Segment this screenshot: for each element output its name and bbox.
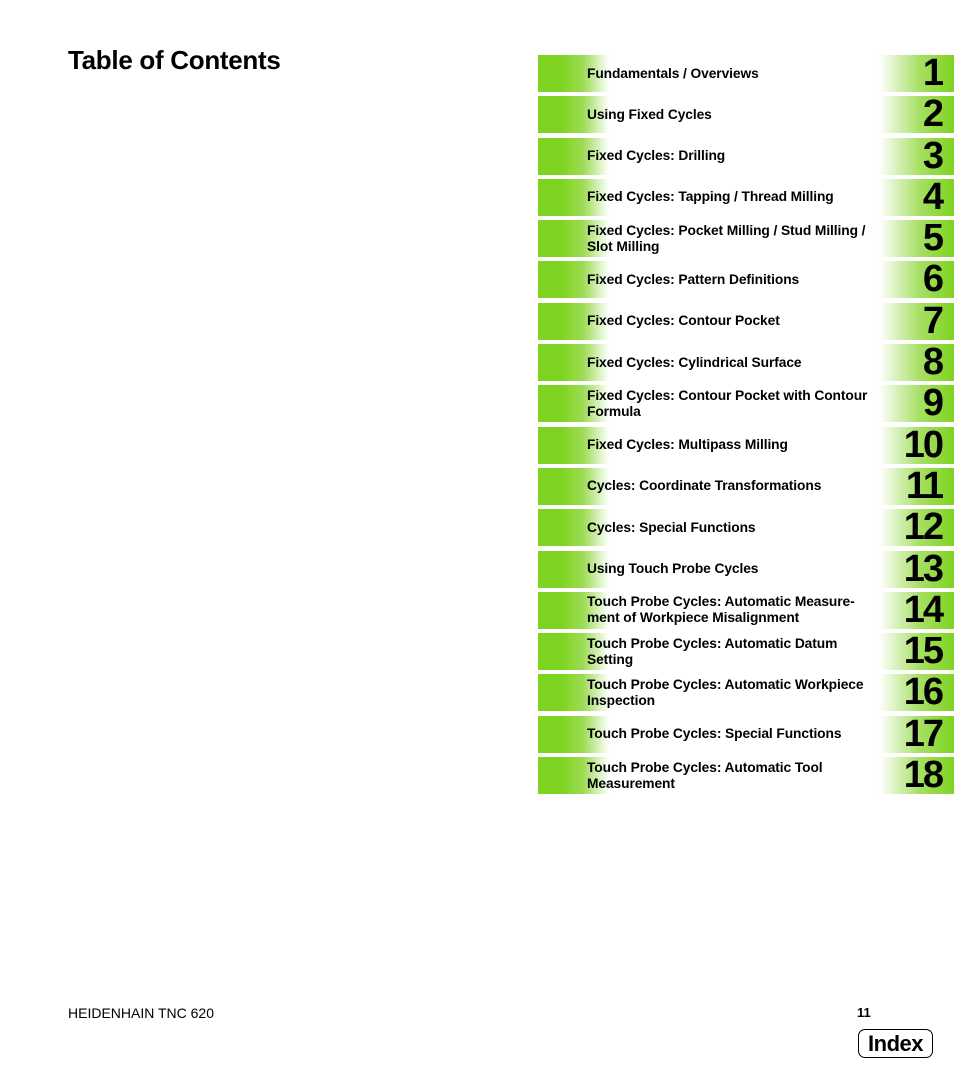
chapter-tab-marker [538,261,562,298]
chapter-title[interactable]: Using Fixed Cycles [587,106,712,122]
chapter-row[interactable] [538,175,954,218]
chapter-title[interactable]: Fixed Cycles: Cylindrical Surface [587,354,802,370]
chapter-number-box[interactable] [879,754,954,797]
chapter-title[interactable]: Fixed Cycles: Pocket Milling / Stud Milling / Slot Milling [587,222,866,254]
chapter-tab-marker [538,509,562,546]
chapter-number: 3 [922,134,942,177]
chapter-number: 15 [903,630,942,673]
chapter-row[interactable] [538,134,954,177]
chapter-number-box[interactable] [879,299,954,342]
chapter-title[interactable]: Using Touch Probe Cycles [587,561,759,577]
footer-product-name: HEIDENHAIN TNC 620 [68,1005,215,1021]
chapter-number: 18 [903,754,942,797]
chapter-row[interactable] [538,217,954,260]
chapter-title[interactable]: Touch Probe Cycles: Automatic Datum Setting [587,635,838,667]
chapter-number-box[interactable] [879,547,954,590]
chapter-tab-marker [538,592,562,629]
page-number: 11 [857,1005,871,1020]
chapter-number: 5 [922,217,942,260]
chapter-tab-marker [538,633,562,670]
chapter-title[interactable]: Fixed Cycles: Contour Pocket [587,313,780,329]
chapter-number-box[interactable] [879,630,954,673]
chapter-tab-marker [538,385,562,422]
chapter-row[interactable] [538,630,954,673]
chapter-title[interactable]: Fixed Cycles: Pattern Definitions [587,271,800,287]
chapter-title[interactable]: Fixed Cycles: Multipass Milling [587,437,788,453]
chapter-number: 2 [922,93,942,136]
chapter-row[interactable] [538,506,954,549]
chapter-row[interactable] [538,547,954,590]
chapter-number-box[interactable] [879,217,954,260]
chapter-number: 9 [922,382,942,425]
chapter-row[interactable] [538,754,954,797]
chapter-title[interactable]: Fixed Cycles: Drilling [587,148,726,164]
chapter-row[interactable] [538,588,954,631]
chapter-number: 1 [922,52,942,94]
chapter-row[interactable] [538,423,954,466]
chapter-title[interactable]: Touch Probe Cycles: Automatic Tool Measurement [587,759,823,791]
chapter-row[interactable] [538,382,954,425]
chapter-title[interactable]: Touch Probe Cycles: Automatic Workpiece Inspection [587,676,864,708]
chapter-tab-marker [538,220,562,257]
chapter-row[interactable] [538,712,954,755]
chapter-tab-marker [538,551,562,588]
chapter-number-box[interactable] [879,52,954,94]
chapter-row[interactable] [538,671,954,714]
chapter-title[interactable]: Cycles: Coordinate Transformations [587,478,822,494]
chapter-title[interactable]: Cycles: Special Functions [587,519,756,535]
chapter-number: 4 [922,175,942,218]
chapter-title[interactable]: Fixed Cycles: Tapping / Thread Milling [587,189,834,205]
chapter-number-box[interactable] [879,423,954,466]
chapter-row[interactable] [538,464,954,507]
chapter-row[interactable] [538,341,954,384]
chapter-number-box[interactable] [879,258,954,301]
chapter-number: 12 [903,506,942,549]
chapter-number: 10 [903,423,942,466]
chapter-number: 7 [922,299,942,342]
chapter-list [538,52,954,798]
index-button[interactable]: Index [858,1029,933,1058]
chapter-number-box[interactable] [879,341,954,384]
chapter-number: 13 [903,547,942,590]
chapter-tab-marker [538,716,562,753]
chapter-number-box[interactable] [879,93,954,136]
chapter-row[interactable] [538,299,954,342]
chapter-tab-marker [538,468,562,505]
chapter-number: 6 [922,258,942,301]
chapter-number-box[interactable] [879,712,954,755]
chapter-title[interactable]: Fixed Cycles: Contour Pocket with Contour Formula [587,387,868,419]
chapter-number: 16 [903,671,942,714]
chapter-tab-marker [538,757,562,794]
chapter-number: 17 [903,712,942,755]
chapter-number-box[interactable] [879,464,954,507]
chapter-tab-marker [538,427,562,464]
chapter-number-box[interactable] [879,671,954,714]
chapter-tab-marker [538,303,562,340]
chapter-tab-marker [538,138,562,175]
chapter-number: 14 [903,588,942,631]
chapter-tab-marker [538,344,562,381]
chapter-title[interactable]: Touch Probe Cycles: Automatic Measure-ment of Workpiece Misalignment [587,594,855,626]
chapter-number-box[interactable] [879,134,954,177]
chapter-title[interactable]: Touch Probe Cycles: Special Functions [587,726,842,742]
chapter-number: 11 [905,464,942,507]
chapter-number: 8 [922,341,942,384]
chapter-row[interactable] [538,52,954,94]
chapter-number-box[interactable] [879,506,954,549]
page-title: Table of Contents [68,45,281,75]
chapter-tab-marker [538,96,562,133]
chapter-row[interactable] [538,93,954,136]
chapter-title[interactable]: Fundamentals / Overviews [587,65,759,81]
chapter-number-box[interactable] [879,382,954,425]
chapter-tab-marker [538,179,562,216]
chapter-row[interactable] [538,258,954,301]
chapter-tab-marker [538,55,562,92]
chapter-tab-marker [538,674,562,711]
chapter-number-box[interactable] [879,175,954,218]
chapter-number-box[interactable] [879,588,954,631]
